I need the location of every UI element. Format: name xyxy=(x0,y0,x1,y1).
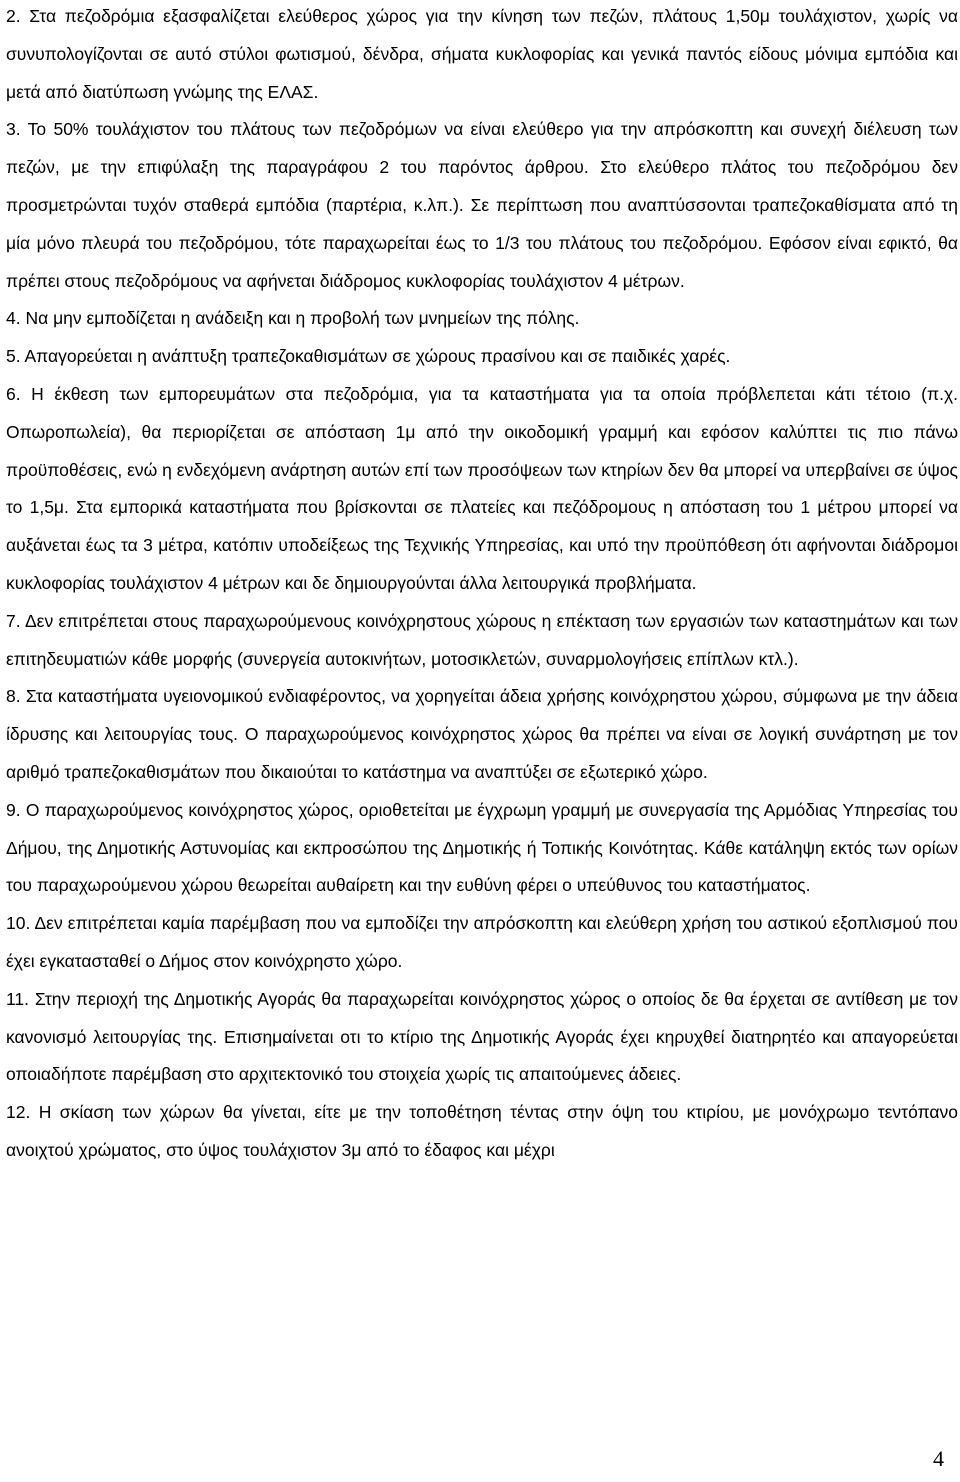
paragraph-10: 10. Δεν επιτρέπεται καμία παρέμβαση που να εμποδίζει την απρόσκοπτη και ελεύθερη χρήση του αστικού εξοπλισμού που έχει εγκατασταθεί ο Δήμος στον κοινόχρηστο χώρο. xyxy=(6,913,958,971)
paragraph-2: 2. Στα πεζοδρόμια εξασφαλίζεται ελεύθερος χώρος για την κίνηση των πεζών, πλάτους 1,50μ τουλάχιστον, χωρίς να συνυπολογίζονται σε αυτό στύλοι φωτισμού, δένδρα, σήματα κυκλοφορίας και γενικά παντός είδους μόνιμα εμπόδια και μετά από διατύπωση γνώμης της ΕΛΑΣ. xyxy=(6,6,958,102)
paragraph-11: 11. Στην περιοχή της Δημοτικής Αγοράς θα παραχωρείται κοινόχρηστος χώρος ο οποίος δε θα έρχεται σε αντίθεση με τον κανονισμό λειτουργίας της. Επισημαίνεται οτι το κτίριο της Δημοτικής Αγοράς έχει κηρυχθεί διατηρητέο και απαγορεύεται οποιαδήποτε παρέμβαση στο αρχιτεκτονικό του στοιχεία χωρίς τις απαιτούμενες άδειες. xyxy=(6,988,958,1085)
paragraph-12: 12. Η σκίαση των χώρων θα γίνεται, είτε με την τοποθέτηση τέντας στην όψη του κτιρίου, με μονόχρωμο τεντόπανο ανοιχτού χρώματος, στο ύψος τουλάχιστον 3μ από το έδαφος και μέχρι xyxy=(6,1102,958,1160)
paragraph-8: 8. Στα καταστήματα υγειονομικού ενδιαφέροντος, να χορηγείται άδεια χρήσης κοινόχρηστου χώρου, σύμφωνα με την άδεια ίδρυσης και λειτουργίας τους. Ο παραχωρούμενος κοινόχρηστος χώρος θα πρέπει να είναι σε λογική συνάρτηση με τον αριθμό τραπεζοκαθισμάτων που δικαιούται το κατάστημα να αναπτύξει σε εξωτερικό χώρο. xyxy=(6,686,958,782)
paragraph-7: 7. Δεν επιτρέπεται στους παραχωρούμενους κοινόχρηστους χώρους η επέκταση των εργασιών των καταστημάτων και των επιτηδευματιών κάθε μορφής (συνεργεία αυτοκινήτων, μοτοσικλετών, συναρμολογήσεις επίπλων κτλ.). xyxy=(6,610,958,669)
paragraph-3: 3. Το 50% τουλάχιστον του πλάτους των πεζοδρόμων να είναι ελεύθερο για την απρόσκοπτη και συνεχή διέλευση των πεζών, με την επιφύλαξη της παραγράφου 2 του παρόντος άρθρου. Στο ελεύθερο πλάτος του πεζοδρόμου δεν προσμετρώνται τυχόν σταθερά εμπόδια (παρτέρια, κ.λπ.). Σε περίπτωση που αναπτύσσονται τραπεζοκαθίσματα από τη μία μόνο πλευρά του πεζοδρόμου, τότε παραχωρείται έως το 1/3 του πλάτους του πεζοδρόμου. Εφόσον είναι εφικτό, θα πρέπει στους πεζοδρόμους να αφήνεται διάδρομος κυκλοφορίας τουλάχιστον 4 μέτρων. xyxy=(6,119,958,291)
paragraph-6: 6. Η έκθεση των εμπορευμάτων στα πεζοδρόμια, για τα καταστήματα για τα οποία πρόβλεπεται κάτι τέτοιο (π.χ. Οπωροπωλεία), θα περιορίζεται σε απόσταση 1μ από την οικοδομική γραμμή και εφόσον καλύπτει τις πιο πάνω προϋποθέσεις, ενώ η ενδεχόμενη ανάρτηση αυτών επί των προσόψεων των κτηρίων δεν θα μπορεί να υπερβαίνει σε ύψος το 1,5μ. Στα εμπορικά καταστήματα που βρίσκονται σε πλατείες και πεζόδρομους η απόσταση του 1 μέτρου μπορεί να αυξάνεται έως τα 3 μέτρα, κατόπιν υποδείξεως της Τεχνικής Υπηρεσίας, και υπό την προϋπόθεση ότι αφήνονται διάδρομοι κυκλοφορίας τουλάχιστον 4 μέτρων και δε δημιουργούνται άλλα λειτουργικά προβλήματα. xyxy=(6,383,958,593)
body-text xyxy=(6,0,958,1170)
page-number: 4 xyxy=(933,1446,944,1471)
paragraph-4: 4. Να μην εμποδίζεται η ανάδειξη και η προβολή των μνημείων της πόλης. xyxy=(6,308,580,329)
paragraph-9: 9. Ο παραχωρούμενος κοινόχρηστος χώρος, οριοθετείται με έγχρωμη γραμμή με συνεργασία της Αρμόδιας Υπηρεσίας του Δήμου, της Δημοτικής Αστυνομίας και εκπροσώπου της Δημοτικής ή Τοπικής Κοινότητας. Κάθε κατάληψη εκτός των ορίων του παραχωρούμενου χώρου θεωρείται αυθαίρετη και την ευθύνη φέρει ο υπεύθυνος του καταστήματος. xyxy=(6,799,958,896)
paragraph-5: 5. Απαγορεύεται η ανάπτυξη τραπεζοκαθισμάτων σε χώρους πρασίνου και σε παιδικές χαρές. xyxy=(6,346,731,367)
